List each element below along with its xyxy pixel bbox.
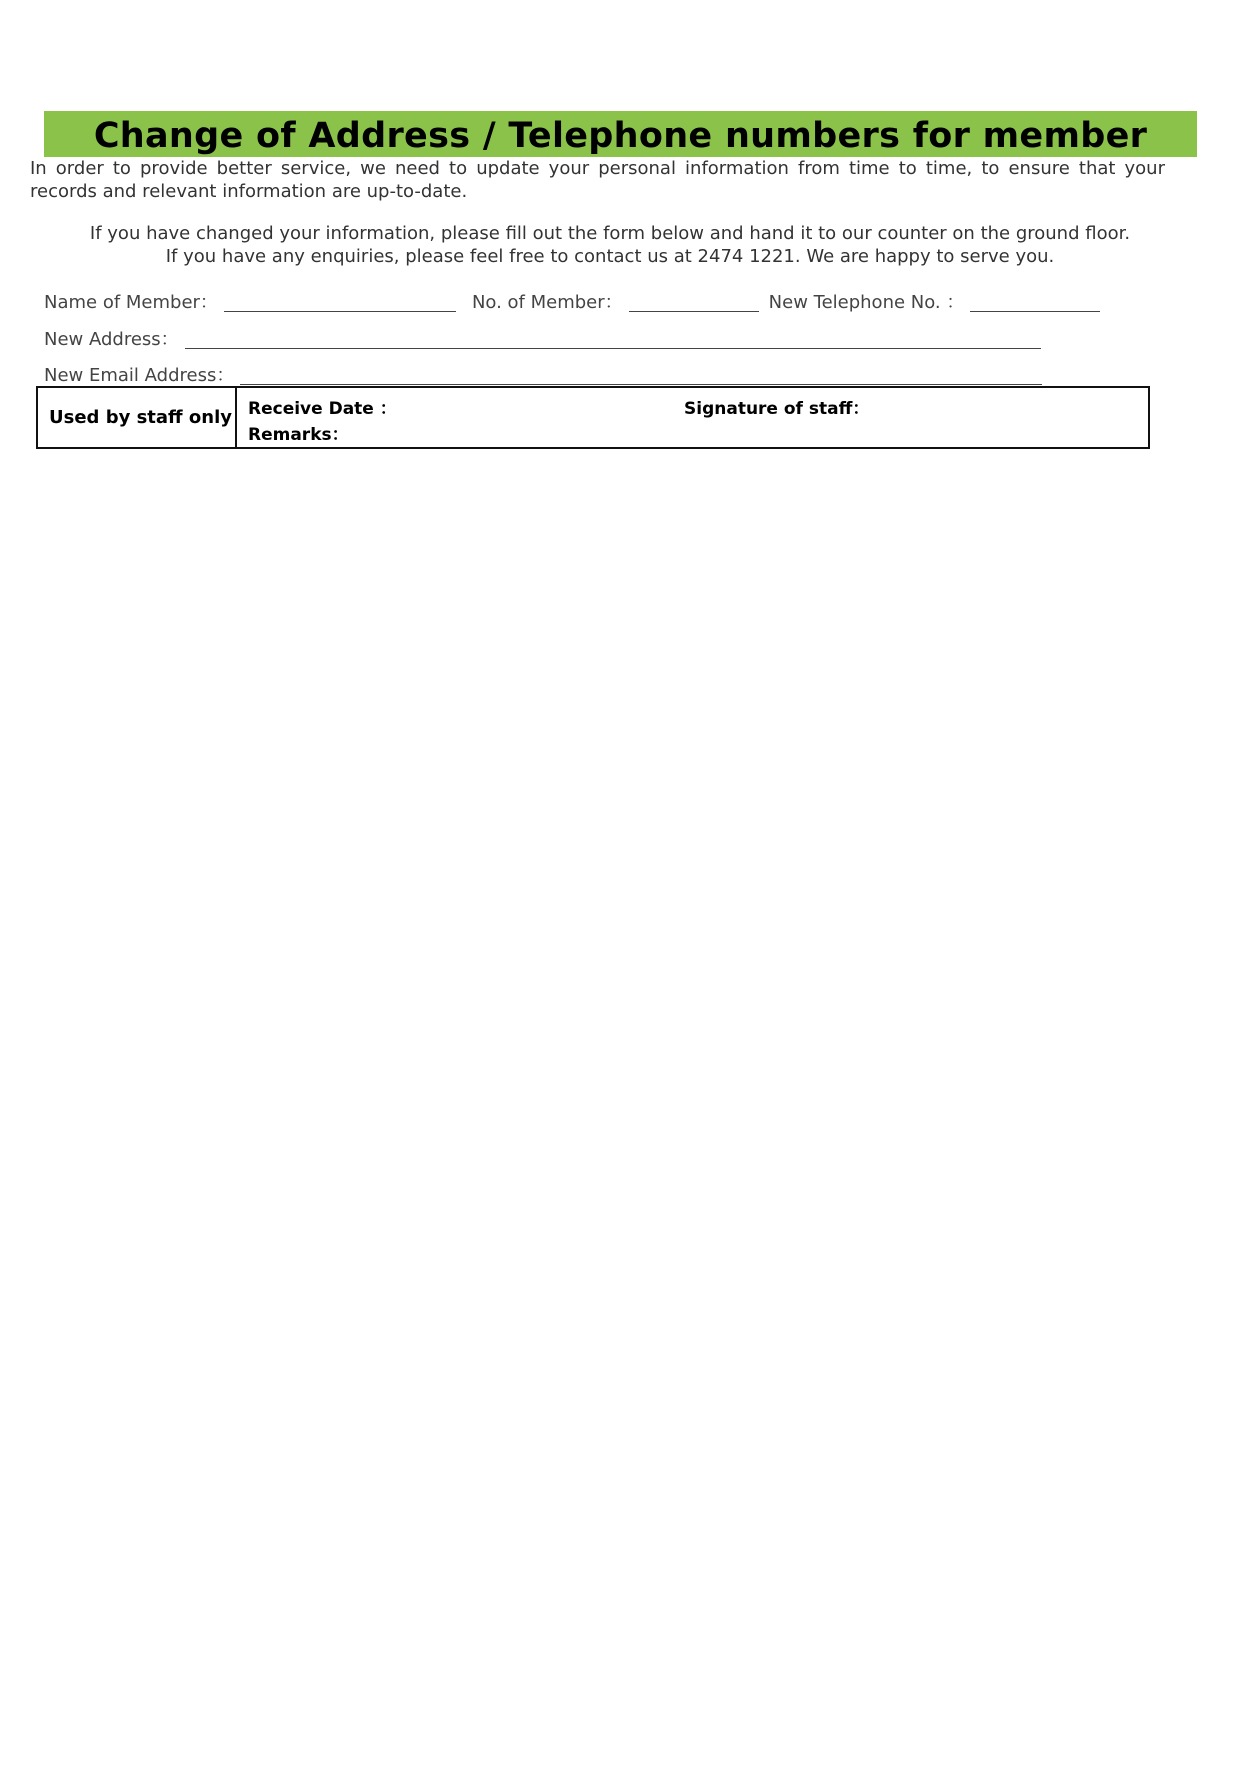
telephone-field[interactable] [970,293,1100,312]
email-label: New Email Address： [44,365,235,386]
telephone-label: New Telephone No. ： [768,292,965,313]
staff-only-label: Used by staff only [38,388,237,447]
remarks-label: Remarks： [248,425,349,445]
email-field[interactable] [240,366,1042,385]
intro-paragraph: In order to provide better service, we need to update your personal information from time to time, to ensure that your records and relevant information are up-to-date. [30,158,1165,202]
instructions [30,222,1190,268]
staff-fields [237,388,1148,447]
instruction-line-1: If you have changed your information, please fill out the form below and hand it to our counter on the ground floor. [89,223,1131,244]
page-title: Change of Address / Telephone numbers for member [93,116,1148,156]
address-field[interactable] [185,330,1041,349]
address-row [44,325,1041,351]
staff-signature-label: Signature of staff： [684,399,870,419]
name-field[interactable] [224,293,456,312]
member-no-label: No. of Member： [471,292,623,313]
address-label: New Address： [44,329,179,350]
staff-only-box [36,386,1150,449]
member-info-row [44,288,1100,314]
member-no-field[interactable] [629,293,759,312]
receive-date-label: Receive Date ： [248,399,397,419]
name-label: Name of Member： [44,292,218,313]
instruction-line-2: If you have any enquiries, please feel free to contact us at 2474 1221. We are happy to serve you. [165,246,1055,267]
title-banner [44,111,1197,157]
email-row [44,361,1042,387]
